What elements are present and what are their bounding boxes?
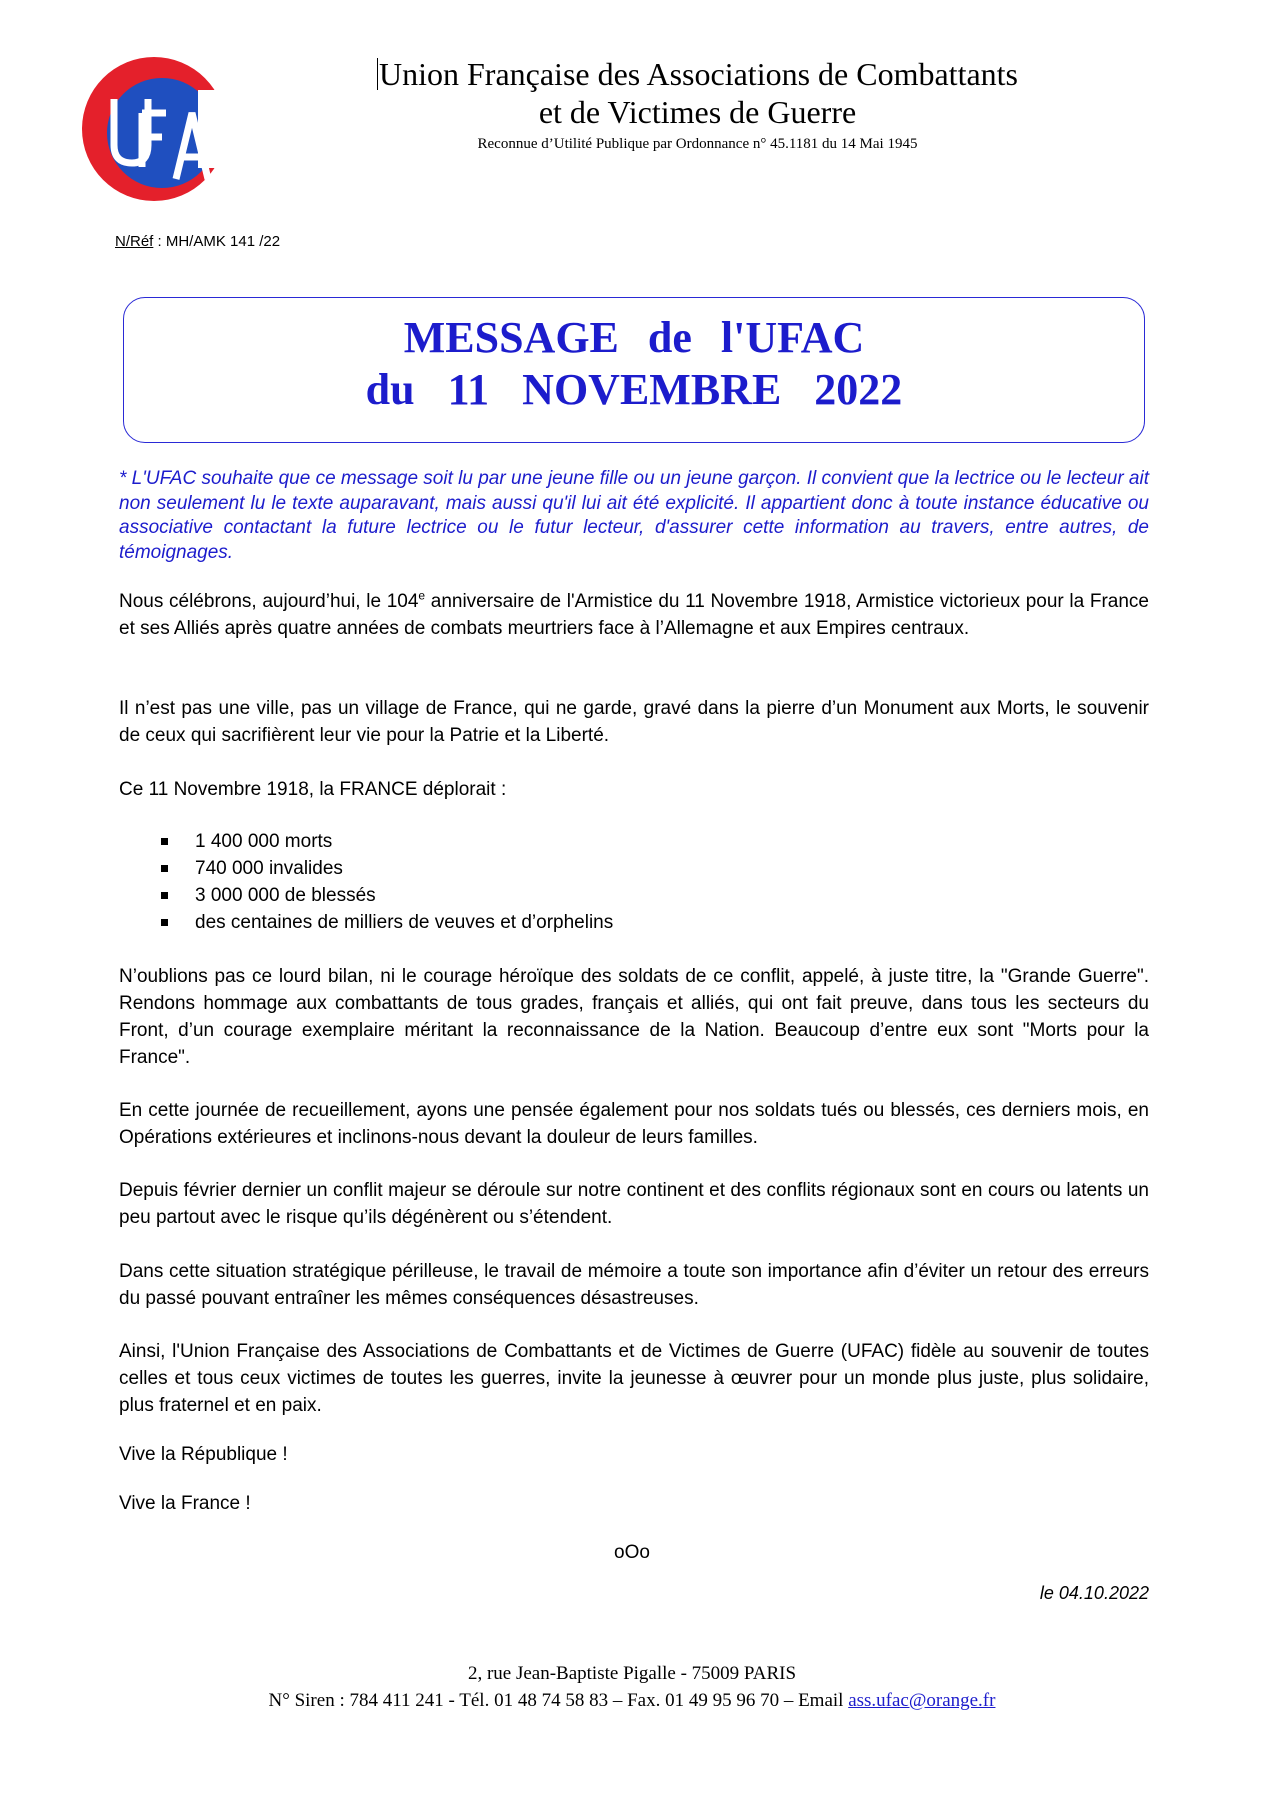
organization-header	[330, 55, 1065, 154]
paragraph-1-end: anniversaire de l'Armistice du 11 Novembre 1918, Armistice victorieux pour la France et ses Alliés après quatre années de combats meurtriers face à l’Allemagne et aux Empires centraux.	[119, 591, 1149, 639]
list-item: 1 400 000 morts	[119, 828, 613, 855]
ufac-logo	[80, 55, 228, 203]
footer-address: 2, rue Jean-Baptiste Pigalle - 75009 PARIS	[467, 1663, 797, 1684]
paragraph-1	[119, 588, 1149, 642]
casualty-list	[119, 828, 613, 936]
footer-contact	[0, 1687, 1264, 1714]
email-link[interactable]: ass.ufac@orange.fr	[848, 1690, 996, 1711]
paragraph-1-start: Nous célébrons, aujourd’hui, le 104	[119, 591, 419, 612]
paragraph-7: Dans cette situation stratégique périlleuse, le travail de mémoire a toute son importance afin d’éviter un retour des erreurs du passé pouvant entraîner les mêmes conséquences désastreuses.	[119, 1261, 1149, 1309]
list-item: 3 000 000 de blessés	[119, 882, 613, 909]
reference-line	[115, 233, 280, 250]
paragraph-5: En cette journée de recueillement, ayons une pensée également pour nos soldats tués ou blessés, ces derniers mois, en Opérations extérieures et inclinons-nous devant la douleur de leurs familles.	[119, 1100, 1149, 1148]
org-recognition: Reconnue d’Utilité Publique par Ordonnance n° 45.1181 du 14 Mai 1945	[477, 136, 918, 152]
closing-republique: Vive la République !	[119, 1444, 288, 1465]
closing-france: Vive la France !	[119, 1493, 251, 1514]
title-box	[123, 297, 1145, 443]
list-item: des centaines de milliers de veuves et d’orphelins	[119, 909, 613, 936]
reference-value: MH/AMK 141 /22	[165, 233, 281, 250]
footer	[0, 1660, 1264, 1714]
reference-label: N/Réf	[115, 233, 154, 250]
document-date: le 04.10.2022	[1039, 1583, 1149, 1603]
reading-note: * L'UFAC souhaite que ce message soit lu par une jeune fille ou un jeune garçon. Il convient que la lectrice ou le lecteur ait non seulement lu le texte auparavant, mais aussi qu'il lui ait été explicité. Il appartient donc à toute instance éducative ou associative contactant la future lectrice ou le futur lecteur, d'assurer cette information au travers, entre autres, de témoignages.	[119, 468, 1149, 563]
paragraph-2: Il n’est pas une ville, pas un village de France, qui ne garde, gravé dans la pierre d’un Monument aux Morts, le souvenir de ceux qui sacrifièrent leur vie pour la Patrie et la Liberté.	[119, 698, 1149, 746]
paragraph-6: Depuis février dernier un conflit majeur se déroule sur notre continent et des conflits régionaux sont en cours ou latents un peu partout avec le risque qu’ils dégénèrent ou s’étendent.	[119, 1180, 1149, 1228]
separator: oOo	[614, 1542, 650, 1563]
list-item: 740 000 invalides	[119, 855, 613, 882]
ordinal-superscript: e	[418, 588, 426, 603]
title-line2: du 11 NOVEMBRE 2022	[365, 365, 903, 414]
title-line1: MESSAGE de l'UFAC	[403, 313, 865, 362]
paragraph-8: Ainsi, l'Union Française des Associations de Combattants et de Victimes de Guerre (UFAC) fidèle au souvenir de toutes celles et tous ceux victimes de toutes les guerres, invite la jeunesse à œuvrer pour un monde plus juste, plus solidaire, plus fraternel et en paix.	[119, 1341, 1149, 1416]
org-name-line1: Union Française des Associations de Combattants	[378, 56, 1018, 92]
footer-contact-text: N° Siren : 784 411 241 - Tél. 01 48 74 58 83 – Fax. 01 49 95 96 70 – Email	[268, 1690, 849, 1711]
reference-separator: :	[153, 233, 166, 250]
org-name-line2: et de Victimes de Guerre	[538, 94, 857, 130]
text-cursor	[377, 58, 378, 90]
paragraph-3: Ce 11 Novembre 1918, la FRANCE déplorait :	[119, 779, 507, 800]
paragraph-4: N’oublions pas ce lourd bilan, ni le courage héroïque des soldats de ce conflit, appelé, à juste titre, la "Grande Guerre". Rendons hommage aux combattants de tous grades, français et alliés, qui ont fait preuve, dans tous les secteurs du Front, d’un courage exemplaire méritant la reconnaissance de la Nation. Beaucoup d’entre eux sont "Morts pour la France".	[119, 966, 1149, 1068]
